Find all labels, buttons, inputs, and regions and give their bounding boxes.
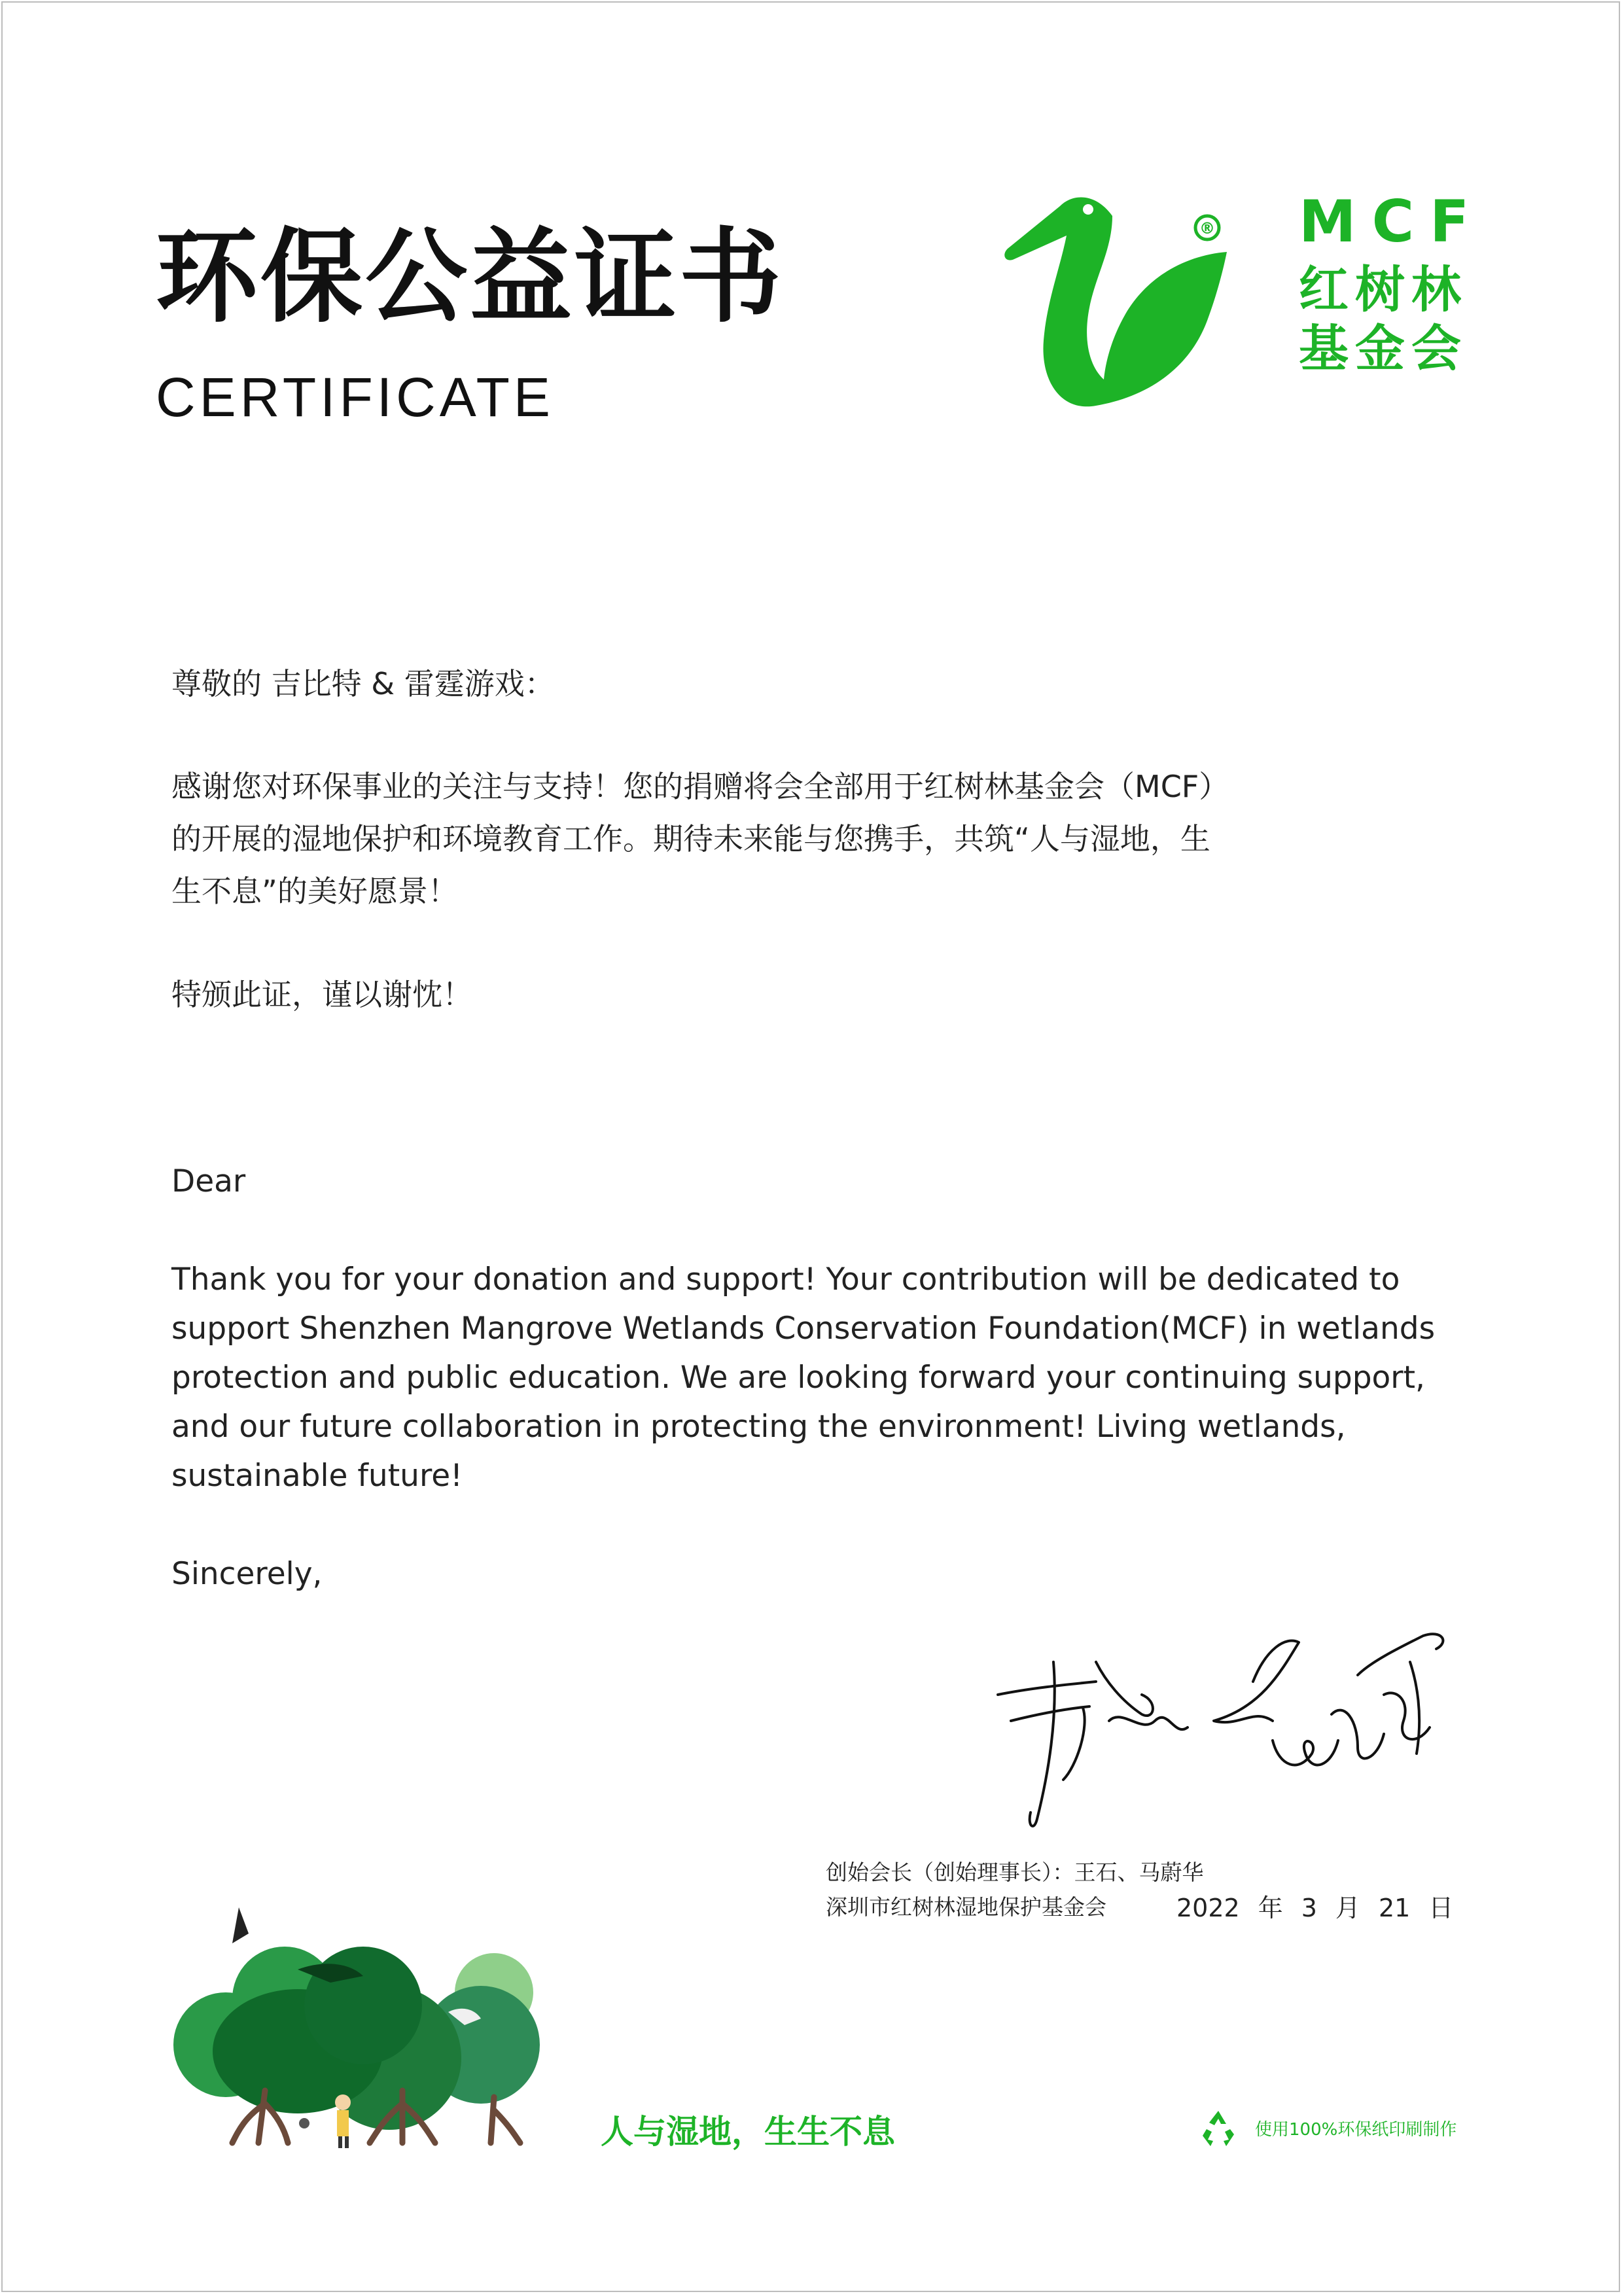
date-day: 21 [1378, 1894, 1411, 1922]
date-month: 3 [1301, 1894, 1317, 1922]
founders-line: 创始会长（创始理事长）：王石、马蔚华 [826, 1860, 1204, 1885]
paragraph-english-line: protection and public education. We are looking forward your continuing support, [171, 1360, 1425, 1396]
paper-note: 使用100%环保纸印刷制作 [1255, 2120, 1457, 2140]
date-day-unit: 日 [1428, 1894, 1454, 1922]
issue-date [1176, 1888, 1472, 1924]
closing-english: Sincerely, [171, 1556, 323, 1592]
logo-line-mangrove: 红树林 [1299, 260, 1468, 319]
date-year-unit: 年 [1258, 1894, 1283, 1922]
registered-mark: ® [1199, 219, 1215, 238]
recycle-icon [1199, 2108, 1238, 2147]
greeting-chinese: 尊敬的 吉比特 & 雷霆游戏： [171, 666, 555, 701]
logo-wordmark [1299, 188, 1485, 383]
paragraph-english-line: and our future collaboration in protecting the environment! Living wetlands, [171, 1409, 1346, 1445]
mcf-logo-bird-leaf-icon [998, 190, 1286, 425]
footer-slogan: 人与湿地，生生不息 [601, 2113, 895, 2151]
paragraph-chinese-line: 的开展的湿地保护和环境教育工作。期待未来能与您携手，共筑“人与湿地，生 [171, 821, 1210, 857]
organization-name: 深圳市红树林湿地保护基金会 [826, 1894, 1106, 1920]
paragraph-english-line: support Shenzhen Mangrove Wetlands Conservation Foundation(MCF) in wetlands [171, 1311, 1436, 1347]
paragraph-chinese-line: 感谢您对环保事业的关注与支持！您的捐赠将会全部用于红树林基金会（MCF） [171, 769, 1229, 804]
logo-line-mcf: MCF [1299, 188, 1485, 255]
title-chinese: 环保公益证书 [156, 217, 784, 336]
greeting-english: Dear [171, 1163, 246, 1199]
handwritten-signatures-icon [991, 1623, 1462, 1858]
logo-line-foundation: 基金会 [1299, 319, 1468, 378]
date-year: 2022 [1176, 1894, 1240, 1922]
paragraph-english-line: Thank you for your donation and support! Your contribution will be dedicated to [171, 1262, 1400, 1298]
mangrove-trees-illustration-icon [167, 1894, 559, 2156]
paragraph-english [171, 1255, 1474, 1500]
paragraph-chinese-line: 生不息”的美好愿景！ [171, 874, 458, 909]
closing-chinese: 特颁此证，谨以谢忱！ [171, 977, 472, 1012]
date-month-unit: 月 [1335, 1894, 1360, 1922]
paragraph-english-line: sustainable future! [171, 1458, 463, 1494]
paragraph-chinese [171, 760, 1474, 917]
title-english: CERTIFICATE [156, 366, 554, 428]
